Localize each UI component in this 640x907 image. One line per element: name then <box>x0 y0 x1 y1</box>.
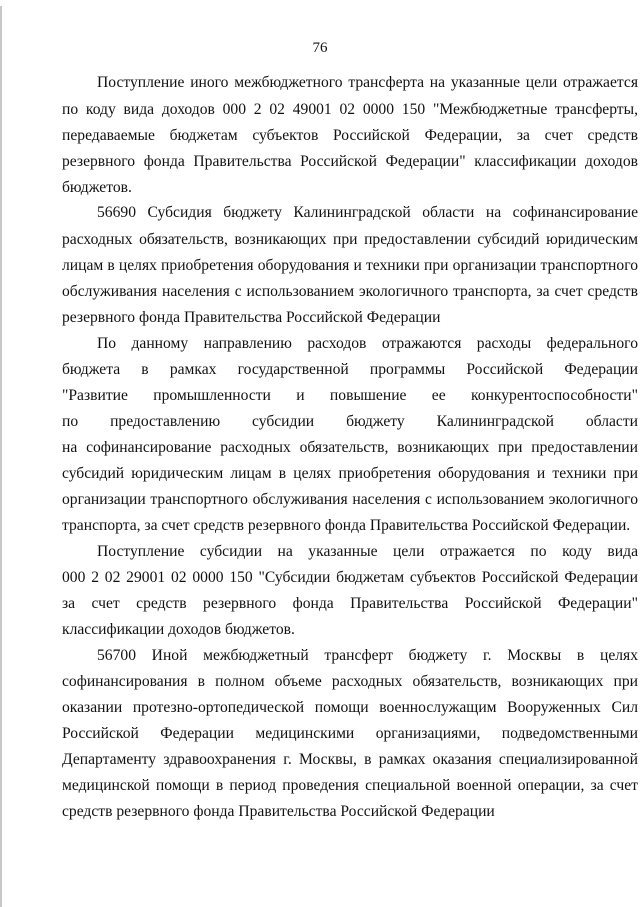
text-line: оказании протезно-ортопедической помощи военнослужащим Вооруженных Сил <box>62 699 638 716</box>
text-line: расходных обязательств, возникающих при предоставлении субсидий юридическим <box>62 231 638 248</box>
text-line: "Развитие промышленности и повышение ее конкурентоспособности" <box>62 387 638 404</box>
text-line: Поступление субсидии на указанные цели отражается по коду вида <box>97 543 638 560</box>
text-line: по предоставлению субсидии бюджету Калининградской области <box>62 413 638 430</box>
text-line: 56690 Субсидия бюджету Калининградской области на софинансирование <box>97 204 638 221</box>
text-line: 000 2 02 29001 02 0000 150 "Субсидии бюджетам субъектов Российской Федерации <box>62 569 638 586</box>
text-line: классификации доходов бюджетов. <box>62 621 295 638</box>
text-line: лицам в целях приобретения оборудования и техники при организации транспортного <box>62 257 638 274</box>
text-line: бюджетов. <box>62 179 132 196</box>
text-line: передаваемые бюджетам субъектов Российской Федерации, за счет средств <box>62 127 638 144</box>
text-line: Российской Федерации медицинскими организациями, подведомственными <box>62 725 638 742</box>
text-line: на софинансирование расходных обязательств, возникающих при предоставлении <box>62 439 638 456</box>
text-line: средств резервного фонда Правительства Российской Федерации <box>62 803 495 820</box>
text-line: по коду вида доходов 000 2 02 49001 02 0000 150 "Межбюджетные трансферты, <box>62 101 638 118</box>
text-line: Департаменту здравоохранения г. Москвы, в рамках оказания специализированной <box>62 751 638 768</box>
text-line: резервного фонда Правительства Российской Федерации <box>62 309 441 326</box>
text-line: медицинской помощи в период проведения специальной военной операции, за счет <box>62 777 638 794</box>
text-line: обслуживания населения с использованием экологичного транспорта, за счет средств <box>62 283 638 300</box>
text-line: резервного фонда Правительства Российской Федерации" классификации доходов <box>62 153 638 170</box>
text-line: организации транспортного обслуживания населения с использованием экологичного <box>62 491 638 508</box>
text-line: софинансирования в полном объеме расходных обязательств, возникающих при <box>62 673 638 690</box>
text-line: бюджета в рамках государственной программы Российской Федерации <box>62 361 638 378</box>
text-line: Поступление иного межбюджетного трансферта на указанные цели отражается <box>97 74 638 91</box>
text-line: транспорта, за счет средств резервного фонда Правительства Российской Федерации. <box>62 517 631 534</box>
text-line: 56700 Иной межбюджетный трансферт бюджету г. Москвы в целях <box>97 647 638 664</box>
text-line: субсидий юридическим лицам в целях приобретения оборудования и техники при <box>62 465 638 482</box>
text-line: По данному направлению расходов отражаются расходы федерального <box>97 335 638 352</box>
page-number: 76 <box>312 40 328 56</box>
text-line: за счет средств резервного фонда Правительства Российской Федерации" <box>62 595 638 612</box>
